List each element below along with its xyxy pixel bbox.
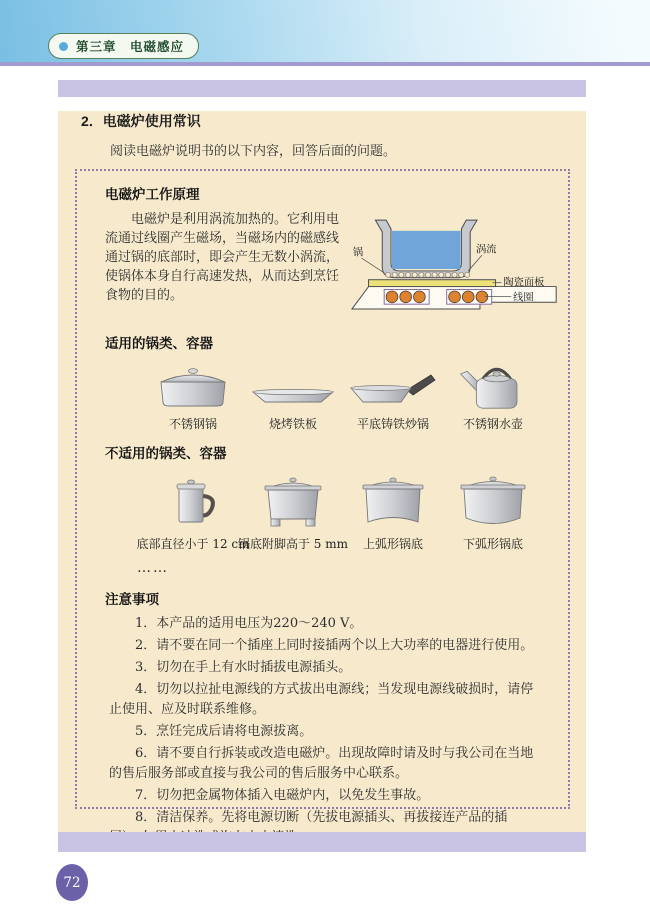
- unsuitable-caption: 上弧形锅底: [362, 537, 423, 551]
- convex-bottom-pot-icon: [445, 472, 541, 530]
- ceramic-panel-label: 陶瓷面板: [503, 276, 545, 289]
- suitable-caption: 不锈钢水壶: [462, 417, 523, 431]
- content-panel: [58, 80, 586, 852]
- note-item: 6．请不要自行拆装或改造电磁炉。出现故障时请及时与我公司在当地的售后服务部或直接与我公司的售后服务中心联系。: [109, 746, 534, 781]
- note-item: 7．切勿把金属物体插入电磁炉内，以免发生事故。: [135, 788, 430, 803]
- flat-wok-icon: [345, 362, 441, 410]
- grill-plate-icon: [245, 362, 341, 410]
- suitable-heading: 适用的锅类、容器: [105, 336, 213, 351]
- coil-left: [384, 290, 429, 305]
- suitable-item: [243, 362, 343, 432]
- note-item: 5．烹饪完成后请将电源拔离。: [135, 724, 313, 739]
- page-header: [0, 0, 650, 62]
- notes-list: [109, 614, 538, 848]
- water-shape: [392, 231, 460, 269]
- suitable-item: [443, 362, 543, 432]
- note-item: 3．切勿在手上有水时插拔电源插头。: [135, 660, 352, 675]
- eddy-label: 涡流: [476, 243, 497, 256]
- suitable-caption: 不锈钢锅: [168, 417, 217, 431]
- section-intro: 阅读电磁炉说明书的以下内容，回答后面的问题。: [110, 144, 397, 159]
- unsuitable-item: [443, 472, 543, 552]
- section-title: 2．电磁炉使用常识: [81, 113, 201, 129]
- unsuitable-heading: 不适用的锅类、容器: [105, 446, 227, 461]
- suitable-caption: 平底铸铁炒锅: [356, 417, 429, 431]
- chapter-title: 第三章 电磁感应: [76, 40, 185, 54]
- unsuitable-item: [343, 472, 443, 552]
- footed-pot-icon: [245, 472, 341, 530]
- note-item: 4．切勿以拉扯电源线的方式拔出电源线；当发现电源线破损时，请停止使用、应及时联系维修。: [109, 682, 534, 717]
- suitable-item: [343, 362, 443, 432]
- unsuitable-caption: 锅底附脚高于 5 mm: [237, 537, 349, 551]
- unsuitable-row: [136, 472, 552, 552]
- unsuitable-item: [237, 472, 349, 552]
- unsuitable-item: [136, 472, 250, 552]
- panel-body: [58, 111, 586, 846]
- suitable-caption: 烧烤铁板: [268, 417, 317, 431]
- principle-heading: 电磁炉工作原理: [105, 187, 200, 202]
- notes-heading: 注意事项: [105, 592, 159, 607]
- coil-right: [447, 290, 492, 305]
- principle-row: [105, 210, 552, 322]
- more-ellipsis: ……: [137, 560, 169, 576]
- coil-label: 线圈: [513, 291, 534, 304]
- concave-bottom-pot-icon: [345, 472, 441, 530]
- note-item: 8．清洁保养。先将电源切断（先拔电源插头、再拔接连产品的插: [135, 810, 508, 825]
- suitable-item: [143, 362, 243, 432]
- small-mug-icon: [145, 472, 241, 530]
- header-divider: [0, 62, 650, 66]
- stainless-pot-icon: [145, 362, 241, 410]
- note-item: 1．本产品的适用电压为220～240 V。: [135, 616, 363, 631]
- principle-text: 电磁炉是利用涡流加热的。它利用电流通过线圈产生磁场，当磁场内的磁感线通过锅的底部时，即会产生无数小涡流，使锅体本身自行高速发热，从而达到烹饪食物的目的。: [105, 212, 340, 303]
- pot-label: 锅: [352, 246, 364, 259]
- chapter-tab: [48, 33, 199, 59]
- unsuitable-caption: 下弧形锅底: [462, 537, 523, 551]
- manual-excerpt-box: [75, 169, 570, 825]
- induction-cooker-diagram: [349, 214, 564, 322]
- ceramic-panel-shape: [369, 280, 496, 287]
- suitable-row: [143, 362, 552, 432]
- unsuitable-caption: 底部直径小于 12 cm: [136, 537, 250, 551]
- panel-bottom-bar: [58, 832, 586, 852]
- page-number-badge: 72: [56, 864, 88, 901]
- note-item: 2．请不要在同一个插座上同时接插两个以上大功率的电器进行使用。: [135, 638, 534, 653]
- kettle-icon: [445, 362, 541, 410]
- bullet-dot-icon: [59, 42, 68, 51]
- panel-top-bar: [58, 80, 586, 97]
